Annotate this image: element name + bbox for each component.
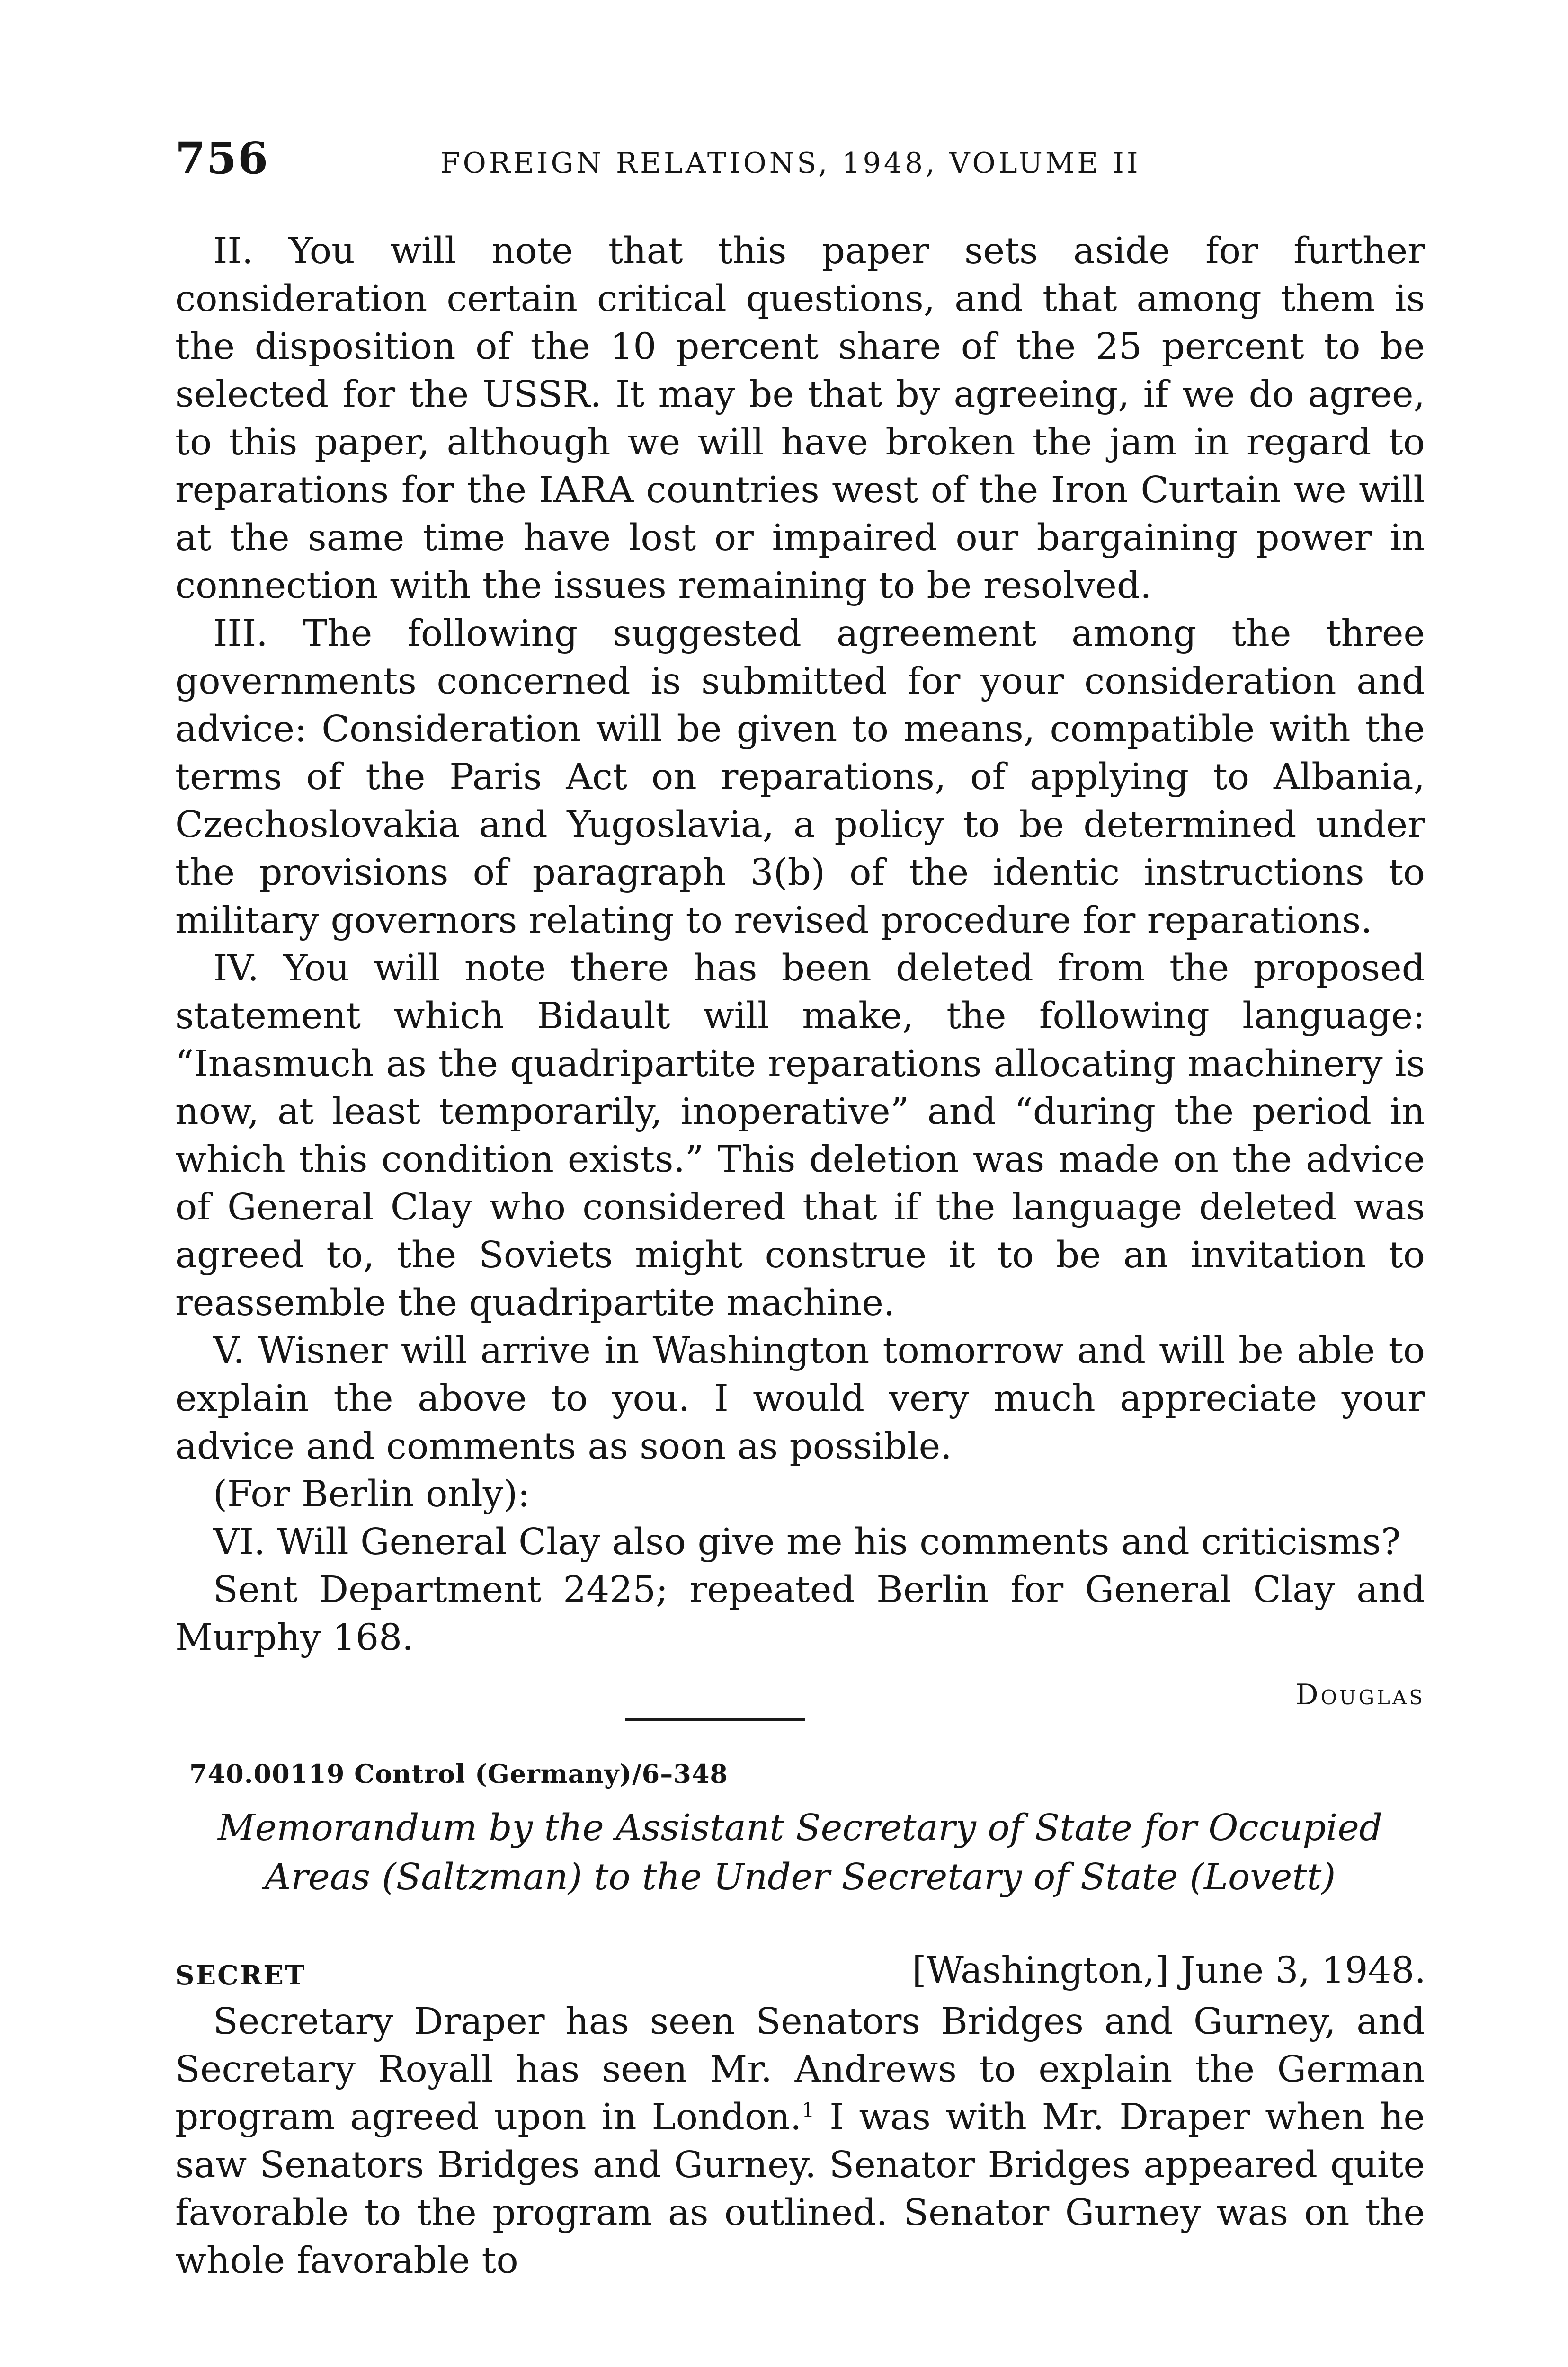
paragraph-ii: II. You will note that this paper sets aside for further consideration certain critical questions, and that among them is the disposition of the 10 percent share of the 25 percent to be selected for the USSR. It may be that by agreeing, if we do agree, to this paper, although we will have broken the jam in regard to reparations for the IARA countries west of the Iron Curtain we will at the same time have lost or impaired our bargaining power in connection with the issues remaining to be resolved. bbox=[175, 230, 1425, 607]
memo-body bbox=[175, 1998, 1425, 2285]
paragraph-v: V. Wisner will arrive in Washington tomorrow and will be able to explain the above to you. I would very much appreciate your advice and comments as soon as possible. bbox=[175, 1330, 1425, 1468]
paragraph-sent: Sent Department 2425; repeated Berlin for General Clay and Murphy 168. bbox=[175, 1569, 1425, 1659]
paragraph-iii: III. The following suggested agreement among the three governments concerned is submitted for your consideration and advice: Consideration will be given to means, compatible with the terms of the Paris Act on reparations, of applying to Albania, Czechoslovakia and Yugoslavia, a policy to be determined under the provisions of paragraph 3(b) of the identic instructions to military governors relating to revised procedure for reparations. bbox=[175, 613, 1425, 942]
telegram-body bbox=[175, 227, 1425, 1719]
paragraph-vi: VI. Will General Clay also give me his comments and criticisms? bbox=[213, 1521, 1401, 1563]
memo-text-pre: Secretary Draper has seen Senators Bridges and Gurney, and Secretary Royall has seen Mr. Andrews to explain the German program agreed upon in London. bbox=[175, 2001, 1425, 2138]
memo-title: Memorandum by the Assistant Secretary of State for Occupied Areas (Saltzman) to the Under Secretary of State (Lovett) bbox=[217, 1807, 1383, 1898]
memo-text-post: I was with Mr. Draper when he saw Senators Bridges and Gurney. Senator Bridges appeared quite favorable to the program as outlined. Senator Gurney was on the whole favorable to bbox=[175, 2096, 1425, 2282]
memo-paragraph bbox=[175, 1998, 1425, 2285]
classification-label: SECRET bbox=[175, 1960, 306, 1991]
paragraph-iv: IV. You will note there has been deleted from the proposed statement which Bidault will make, the following language: “Inasmuch as the quadripartite reparations allocating machinery is now, at least temporarily, inoperative” and “during the period in which this condition exists.” This deletion was made on the advice of General Clay who considered that if the language deleted was agreed to, the Soviets might construe it to be an invitation to reassemble the quadripartite machine. bbox=[175, 947, 1425, 1324]
page-header bbox=[175, 133, 1425, 185]
running-head: FOREIGN RELATIONS, 1948, VOLUME II bbox=[440, 147, 1141, 180]
section-divider bbox=[625, 1718, 805, 1721]
signature: Douglas bbox=[1295, 1678, 1425, 1711]
paragraph-berlin-only: (For Berlin only): bbox=[213, 1473, 530, 1515]
footnote-reference[interactable]: 1 bbox=[802, 2098, 815, 2122]
page-number: 756 bbox=[175, 133, 269, 184]
dateline: [Washington,] June 3, 1948. bbox=[912, 1949, 1426, 1992]
file-reference: 740.00119 Control (Germany)/6–348 bbox=[189, 1759, 728, 1789]
